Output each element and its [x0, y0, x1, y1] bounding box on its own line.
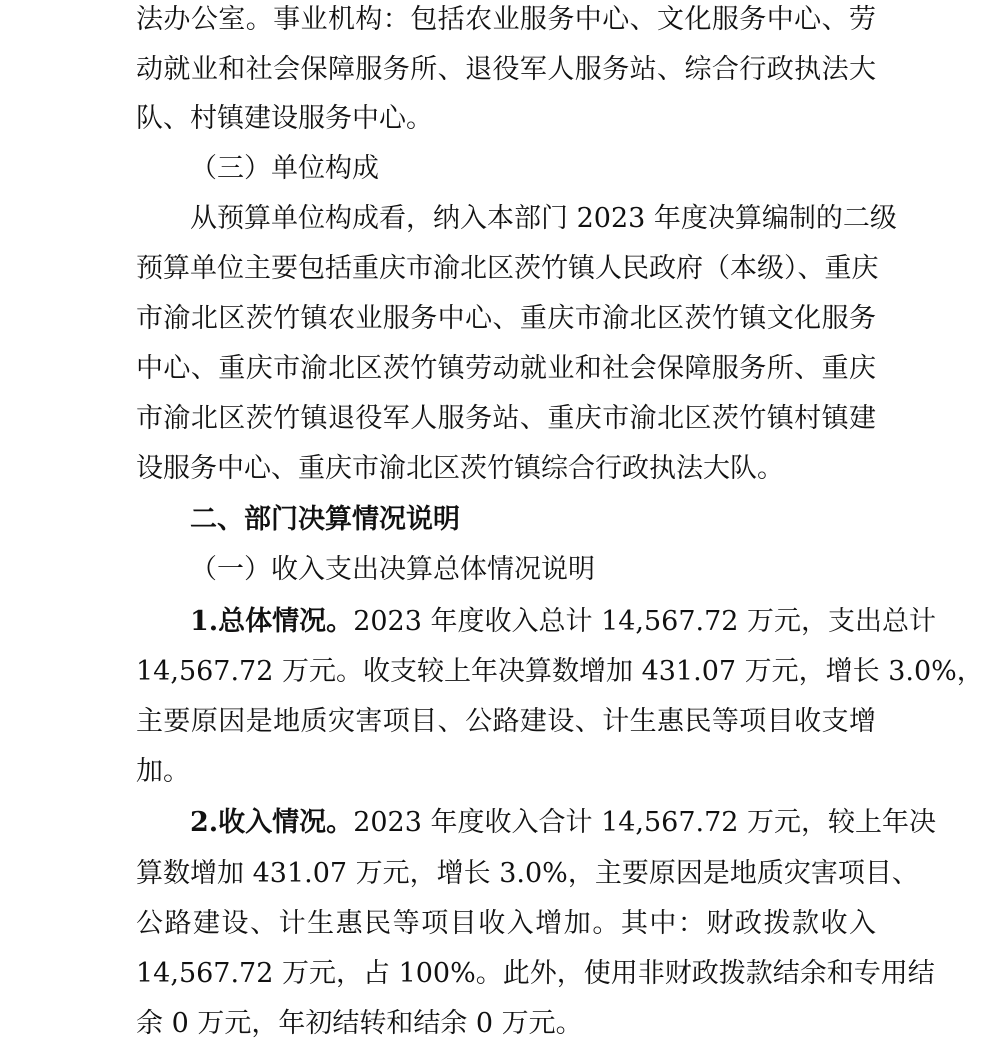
text-line: 中心、重庆市渝北区茨竹镇劳动就业和社会保障服务所、重庆	[136, 353, 876, 384]
text-run: 2023 年度收入合计 14,567.72 万元，较上年决	[353, 807, 937, 838]
paragraph-lead-overall: 1.总体情况。	[190, 606, 354, 637]
text-line: 法办公室。事业机构：包括农业服务中心、文化服务中心、劳	[136, 4, 876, 35]
text-line: 加。	[136, 756, 190, 787]
text-line: 从预算单位构成看，纳入本部门 2023 年度决算编制的二级	[190, 203, 897, 234]
text-line: 设服务中心、重庆市渝北区茨竹镇综合行政执法大队。	[136, 453, 784, 484]
text-line: 预算单位主要包括重庆市渝北区茨竹镇人民政府（本级）、重庆	[136, 253, 879, 284]
text-line: 主要原因是地质灾害项目、公路建设、计生惠民等项目收支增	[136, 706, 876, 737]
section-subheading-unit-composition: （三）单位构成	[190, 153, 379, 184]
text-run: 2023 年度收入总计 14,567.72 万元，支出总计	[353, 606, 937, 637]
text-line: 市渝北区茨竹镇退役军人服务站、重庆市渝北区茨竹镇村镇建	[136, 403, 876, 434]
text-line: 队、村镇建设服务中心。	[136, 103, 433, 134]
paragraph-income	[190, 806, 937, 840]
section-heading-budget-explanation: 二、部门决算情况说明	[190, 504, 460, 535]
text-line: 市渝北区茨竹镇农业服务中心、重庆市渝北区茨竹镇文化服务	[136, 303, 876, 334]
paragraph-lead-income: 2.收入情况。	[190, 807, 354, 838]
text-line: 14,567.72 万元，占 100%。此外，使用非财政拨款结余和专用结	[136, 958, 935, 989]
paragraph-overall	[190, 605, 937, 639]
text-line: 算数增加 431.07 万元，增长 3.0%，主要原因是地质灾害项目、	[136, 858, 919, 889]
section-subheading-income-expenditure: （一）收入支出决算总体情况说明	[190, 554, 595, 585]
text-line: 余 0 万元，年初结转和结余 0 万元。	[136, 1008, 583, 1039]
text-line: 动就业和社会保障服务所、退役军人服务站、综合行政执法大	[136, 54, 876, 85]
text-line: 公路建设、计生惠民等项目收入增加。其中：财政拨款收入	[136, 908, 876, 939]
text-line: 14,567.72 万元。收支较上年决算数增加 431.07 万元，增长 3.0%，	[136, 656, 984, 687]
